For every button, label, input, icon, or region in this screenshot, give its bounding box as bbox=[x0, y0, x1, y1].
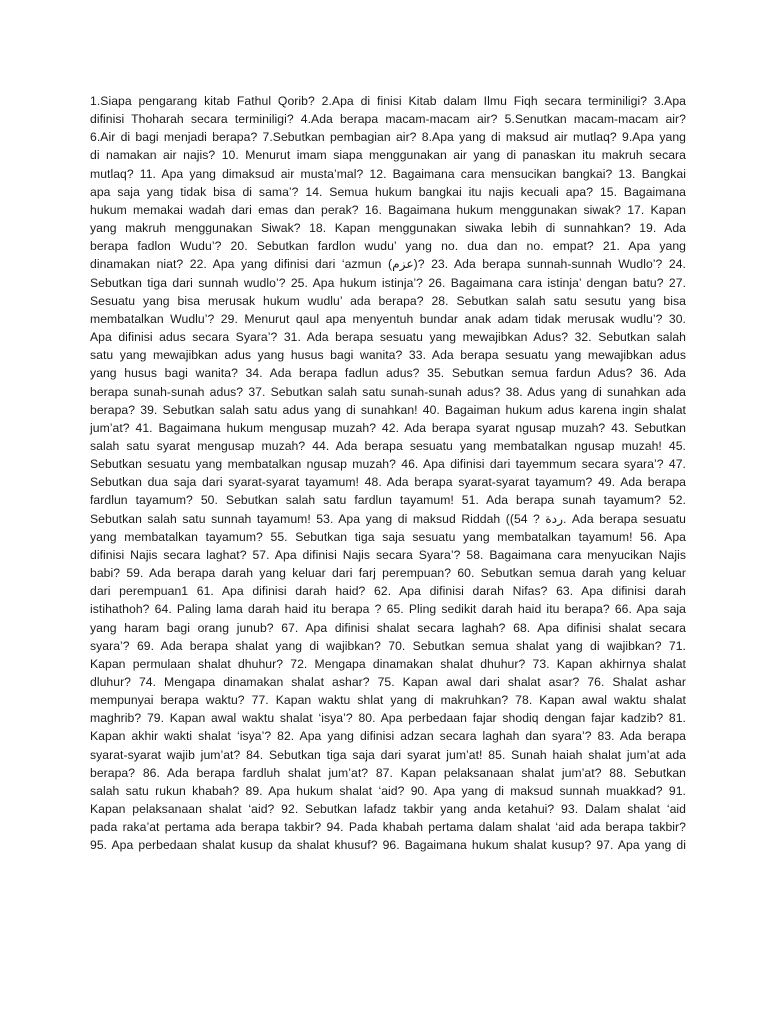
text-line: Kapan permulaan shalat dhuhur? 72. Mengapa dinamakan shalat dhuhur? 73. Kapan akhirnya shalat bbox=[90, 656, 686, 671]
text-line: difinisi Thoharah secara terminiligi? 4.Ada berapa macam-macam air? 5.Senutkan macam-macam air? bbox=[90, 112, 686, 127]
text-line: syara’? 69. Ada berapa shalat yang di wajibkan? 70. Sebutkan semua shalat yang di wajibkan? 71. bbox=[90, 638, 686, 653]
text-line: dluhur? 74. Mengapa dinamakan shalat ashar? 75. Kapan awal dari shalat asar? 76. Shalat ashar bbox=[90, 675, 686, 689]
text-line: dinamakan niat? 22. Apa yang difinisi dari ‘azmun (عزم)? 23. Ada berapa sunnah-sunnah Wudlo’? 24. bbox=[90, 257, 686, 272]
text-line: babi? 59. Ada berapa darah yang keluar dari farj perempuan? 60. Sebutkan semua darah yang keluar bbox=[90, 566, 686, 581]
text-line: Sebutkan dua saja dari syarat-syarat tayamum! 48. Ada berapa syarat-syarat tayamum? 49. Ada berapa bbox=[90, 475, 686, 490]
text-line: Sebutkan salah satu sunnah tayamum! 53. Apa yang di maksud Riddah ((ردة ? 54. Ada berapa sesuatu bbox=[90, 511, 686, 526]
text-line: Kapan pelaksanaan shalat ‘aid? 92. Sebutkan lafadz takbir yang anda ketahui? 93. Dalam shalat ‘aid bbox=[90, 802, 686, 817]
text-line: yang membatalkan tayamum? 55. Sebutkan tiga saja sesuatu yang membatalkan tayamum! 56. Apa bbox=[90, 529, 686, 544]
text-line: salah satu rukun khabah? 89. Apa hukum shalat ‘aid? 90. Apa yang di maksud sunnah muakkad? 91. bbox=[90, 783, 686, 798]
text-line: mempunyai berapa waktu? 77. Kapan waktu shlat yang di makruhkan? 78. Kapan awal waktu shalat bbox=[90, 693, 686, 708]
text-line: membatalkan Wudlu’? 29. Menurut qaul apa menyentuh bundar anak adam tidak merusak wudlu’? 30. bbox=[90, 311, 686, 326]
text-line: Sebutkan sesuatu yang membatalkan ngusap muzah? 46. Apa difinisi dari tayemmum secara syara’? 47. bbox=[90, 457, 686, 472]
text-line: mutlaq? 11. Apa yang dimaksud air musta’mal? 12. Bagaimana cara mensucikan bangkai? 13. Bangkai bbox=[90, 166, 686, 181]
text-line: pada raka’at pertama ada berapa takbir? 94. Pada khabah pertama dalam shalat ‘aid ada berapa takbir? bbox=[90, 820, 686, 835]
text-line: satu yang mewajibkan adus yang husus bagi wanita? 33. Ada berapa sesuatu yang mewajibkan adus bbox=[90, 348, 686, 363]
text-line: jum’at? 41. Bagaimana hukum mengusap muzah? 42. Ada berapa syarat ngusap muzah? 43. Sebutkan bbox=[90, 420, 686, 435]
text-line: istihathoh? 64. Paling lama darah haid itu berapa ? 65. Pling sedikit darah haid itu berapa? 66. Apa saja bbox=[90, 602, 686, 617]
text-line: fardlun tayamum? 50. Sebutkan salah satu fardlun tayamum! 51. Ada berapa sunah tayamum? 52. bbox=[90, 493, 686, 508]
text-line: 95. Apa perbedaan shalat kusup da shalat khusuf? 96. Bagaimana hukum shalat kusup? 97. Apa yang di bbox=[90, 838, 686, 853]
text-line: yang haram bagi orang junub? 67. Apa difinisi shalat secara laghah? 68. Apa difinisi shalat secara bbox=[90, 620, 686, 635]
text-line: Sesuatu yang bisa merusak hukum wudlu’ ada berapa? 28. Sebutkan salah satu sesutu yang bisa bbox=[90, 293, 686, 308]
question-list-paragraph bbox=[90, 92, 686, 855]
text-line: berapa sunah-sunah adus? 37. Sebutkan salah satu sunah-sunah adus? 38. Adus yang di sunahkan ada bbox=[90, 384, 686, 399]
text-line: salah satu syarat mengusap muzah? 44. Ada berapa sesuatu yang membatalkan ngusap muzah! 45. bbox=[90, 438, 686, 453]
text-line: Apa difinisi adus secara Syara’? 31. Ada berapa sesuatu yang mewajibkan Adus? 32. Sebutkan salah bbox=[90, 330, 686, 345]
text-line: yang makruh menggunakan Siwak? 18. Kapan menggunakan siwaka lebih di sunnahkan? 19. Ada bbox=[90, 221, 686, 236]
text-line: berapa fadlon Wudu’? 20. Sebutkan fardlon wudu’ yang no. dua dan no. empat? 21. Apa yang bbox=[90, 239, 686, 254]
text-line: Kapan akhir wakti shalat ‘isya’? 82. Apa yang difinisi adzan secara laghah dan syara’? 83. Ada berapa bbox=[90, 729, 686, 744]
text-line: hukum memakai wadah dari emas dan perak? 16. Bagaimana hukum menggunakan siwak? 17. Kapan bbox=[90, 202, 686, 217]
text-line: yang husus bagi wanita? 34. Ada berapa fadlun adus? 35. Sebutkan semua fardun Adus? 36. Ada bbox=[90, 366, 686, 381]
text-line: syarat-syarat wajib jum’at? 84. Sebutkan tiga saja dari syarat jum’at! 85. Sunah haiah shalat jum’at ada bbox=[90, 747, 686, 762]
text-line: di namakan air najis? 10. Menurut imam siapa menggunakan air yang di panaskan itu makruh secara bbox=[90, 148, 686, 163]
text-line: apa saja yang tidak bisa di sama’? 14. Semua hukum bangkai itu najis kecuali apa? 15. Bagaimana bbox=[90, 184, 686, 199]
text-line: dari perempuan1 61. Apa difinisi darah haid? 62. Apa difinisi darah Nifas? 63. Apa difinisi darah bbox=[90, 584, 686, 599]
text-line: 6.Air di bagi menjadi berapa? 7.Sebutkan pembagian air? 8.Apa yang di maksud air mutlaq? 9.Apa yang bbox=[90, 130, 686, 145]
text-line: berapa? 39. Sebutkan salah satu adus yang di sunahkan! 40. Bagaiman hukum adus karena ingin shalat bbox=[90, 402, 686, 417]
text-line: berapa? 86. Ada berapa fardluh shalat jum’at? 87. Kapan pelaksanaan shalat jum’at? 88. Sebutkan bbox=[90, 765, 686, 780]
text-line: Sebutkan tiga dari sunnah wudlo’? 25. Apa hukum istinja’? 26. Bagaimana cara istinja’ dengan batu? 27. bbox=[90, 275, 686, 290]
text-line: maghrib? 79. Kapan awal waktu shalat ‘isya’? 80. Apa perbedaan fajar shodiq dengan fajar kadzib? 81. bbox=[90, 711, 686, 726]
text-line: 1.Siapa pengarang kitab Fathul Qorib? 2.Apa di finisi Kitab dalam Ilmu Fiqh secara terminiligi? 3.Apa bbox=[90, 94, 686, 108]
text-line: difinisi Najis secara laghat? 57. Apa difinisi Najis secara Syara’? 58. Bagaimana cara menyucikan Najis bbox=[90, 547, 686, 562]
